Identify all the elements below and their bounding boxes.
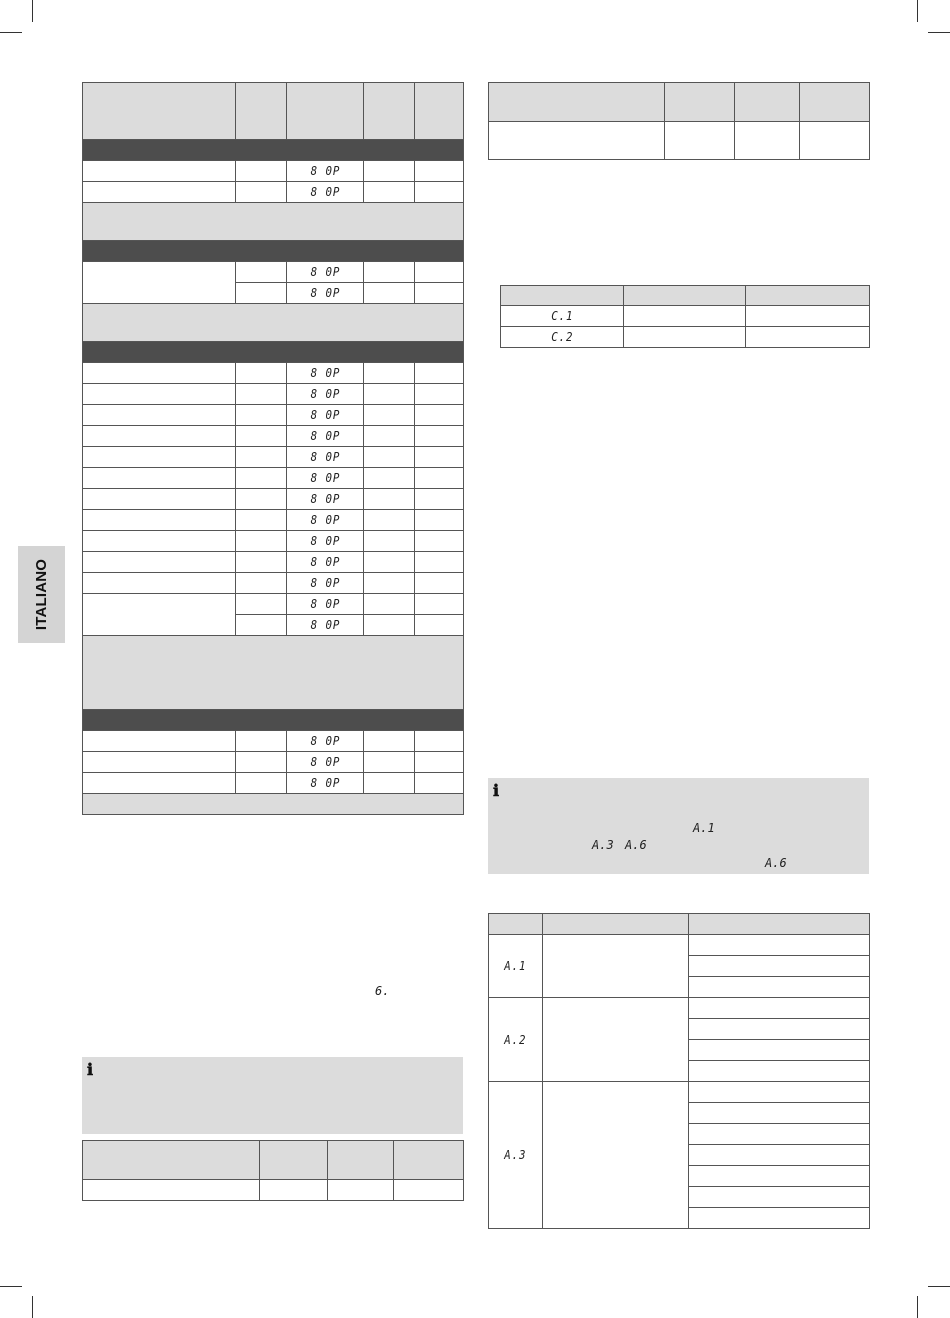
table-cell — [415, 468, 464, 489]
header-cell — [746, 286, 870, 306]
table-row — [83, 489, 464, 510]
a-code-table — [488, 913, 870, 1229]
table-cell — [236, 161, 287, 182]
table-row — [501, 286, 870, 306]
header-cell — [394, 1141, 464, 1180]
table-row — [83, 752, 464, 773]
table-row — [489, 83, 870, 122]
table-cell — [83, 363, 236, 384]
table-cell — [746, 327, 870, 348]
c-code: C.2 — [550, 330, 574, 344]
display-code: 8 0P — [310, 513, 340, 527]
display-code: 8 0P — [310, 164, 340, 178]
table-cell — [689, 1019, 870, 1040]
table-cell — [689, 1103, 870, 1124]
table-cell — [665, 122, 735, 160]
header-cell — [260, 1141, 328, 1180]
display-code: 8 0P — [310, 734, 340, 748]
table-cell — [287, 752, 364, 773]
table-cell — [364, 615, 415, 636]
table-row — [83, 1180, 464, 1201]
table-cell — [236, 531, 287, 552]
table-cell — [287, 384, 364, 405]
display-code: 8 0P — [310, 471, 340, 485]
inline-display-code: A.6 — [765, 856, 787, 870]
crop-mark — [32, 1296, 33, 1318]
table-cell — [364, 283, 415, 304]
table-cell — [415, 594, 464, 615]
c-code: C.1 — [550, 309, 574, 323]
table-cell — [689, 1145, 870, 1166]
table-cell — [364, 510, 415, 531]
table-cell — [689, 1187, 870, 1208]
top-right-table — [488, 82, 870, 160]
table-cell — [364, 573, 415, 594]
header-cell — [800, 83, 870, 122]
table-cell — [624, 327, 746, 348]
table-cell — [364, 552, 415, 573]
table-cell — [287, 773, 364, 794]
display-code: 8 0P — [310, 366, 340, 380]
table-cell — [415, 552, 464, 573]
header-cell — [489, 914, 543, 935]
table-row — [83, 773, 464, 794]
table-cell — [287, 447, 364, 468]
table-cell — [800, 122, 870, 160]
table-cell — [415, 262, 464, 283]
display-code: 8 0P — [310, 776, 340, 790]
crop-mark — [32, 0, 33, 22]
table-row — [83, 731, 464, 752]
table-cell — [83, 140, 464, 161]
table-cell — [83, 794, 464, 815]
table-cell — [415, 489, 464, 510]
table-cell — [489, 998, 543, 1082]
table-cell — [287, 489, 364, 510]
display-code: 8 0P — [310, 450, 340, 464]
display-code: 8 0P — [310, 408, 340, 422]
table-row — [501, 327, 870, 348]
table-cell — [364, 531, 415, 552]
table-cell — [624, 306, 746, 327]
table-cell — [287, 731, 364, 752]
table-cell — [364, 363, 415, 384]
table-cell — [415, 426, 464, 447]
section-row — [83, 342, 464, 363]
table-cell — [689, 1208, 870, 1229]
table-row — [83, 531, 464, 552]
table-cell — [260, 1180, 328, 1201]
table-cell — [501, 306, 624, 327]
header-cell — [287, 83, 364, 140]
table-row — [83, 510, 464, 531]
table-cell — [236, 731, 287, 752]
inline-display-code: A.3 — [592, 838, 614, 852]
table-row — [489, 998, 870, 1019]
table-cell — [287, 615, 364, 636]
table-cell — [236, 363, 287, 384]
header-cell — [328, 1141, 394, 1180]
display-code: 8 0P — [310, 387, 340, 401]
table-cell — [364, 161, 415, 182]
a-code: A.3 — [504, 1148, 527, 1162]
table-cell — [689, 956, 870, 977]
table-row — [83, 1141, 464, 1180]
table-cell — [287, 262, 364, 283]
table-cell — [83, 636, 464, 710]
header-cell — [689, 914, 870, 935]
table-cell — [287, 552, 364, 573]
table-row — [83, 552, 464, 573]
table-cell — [83, 447, 236, 468]
table-cell — [415, 283, 464, 304]
display-code: 8 0P — [310, 534, 340, 548]
crop-mark — [917, 0, 918, 22]
table-cell — [689, 1166, 870, 1187]
a-code: A.1 — [504, 959, 527, 973]
inline-display-code: A.1 — [693, 821, 715, 835]
a-code: A.2 — [504, 1032, 527, 1047]
table-cell — [236, 426, 287, 447]
table-row — [83, 83, 464, 140]
table-cell — [746, 306, 870, 327]
table-cell — [287, 161, 364, 182]
table-row — [83, 262, 464, 283]
table-row — [489, 1082, 870, 1103]
table-cell — [364, 489, 415, 510]
table-cell — [415, 615, 464, 636]
table-row — [83, 573, 464, 594]
header-cell — [415, 83, 464, 140]
table-cell — [83, 203, 464, 241]
table-cell — [236, 594, 287, 615]
table-cell — [236, 510, 287, 531]
table-cell — [236, 447, 287, 468]
table-cell — [364, 405, 415, 426]
display-code: 8 0P — [310, 618, 340, 632]
table-cell — [501, 327, 624, 348]
table-row — [83, 447, 464, 468]
display-code: 8 0P — [310, 429, 340, 443]
table-cell — [543, 1082, 689, 1229]
table-cell — [415, 384, 464, 405]
bottom-left-table — [82, 1140, 464, 1201]
table-cell — [287, 182, 364, 203]
crop-mark — [0, 1286, 22, 1287]
header-cell — [624, 286, 746, 306]
table-cell — [689, 977, 870, 998]
table-cell — [364, 731, 415, 752]
table-cell — [689, 1124, 870, 1145]
table-row — [83, 363, 464, 384]
table-cell — [236, 405, 287, 426]
program-table — [82, 82, 464, 815]
header-cell — [489, 83, 665, 122]
display-code: 8 0P — [310, 755, 340, 769]
table-cell — [236, 752, 287, 773]
section-row — [83, 140, 464, 161]
table-cell — [415, 182, 464, 203]
header-cell — [83, 83, 236, 140]
display-code: 8 0P — [310, 286, 340, 300]
table-cell — [364, 384, 415, 405]
table-cell — [83, 710, 464, 731]
table-cell — [689, 935, 870, 956]
note-row — [83, 794, 464, 815]
info-icon: ℹ — [493, 781, 500, 800]
table-cell — [415, 573, 464, 594]
header-cell — [236, 83, 287, 140]
crop-mark — [917, 1296, 918, 1318]
table-row — [83, 405, 464, 426]
note-row — [83, 304, 464, 342]
table-cell — [287, 594, 364, 615]
table-row — [489, 122, 870, 160]
table-cell — [415, 531, 464, 552]
table-cell — [83, 594, 236, 636]
table-cell — [287, 426, 364, 447]
info-box — [488, 778, 869, 874]
display-code: 8 0P — [310, 597, 340, 611]
info-box — [82, 1057, 463, 1134]
table-cell — [236, 468, 287, 489]
table-cell — [364, 426, 415, 447]
table-row — [501, 306, 870, 327]
table-cell — [364, 182, 415, 203]
header-cell — [83, 1141, 260, 1180]
table-cell — [364, 447, 415, 468]
table-cell — [236, 283, 287, 304]
display-code: 8 0P — [310, 576, 340, 590]
note-row — [83, 636, 464, 710]
table-cell — [83, 468, 236, 489]
header-cell — [543, 914, 689, 935]
table-cell — [83, 182, 236, 203]
table-cell — [236, 262, 287, 283]
table-cell — [236, 384, 287, 405]
table-cell — [236, 615, 287, 636]
display-code: 8 0P — [310, 492, 340, 506]
table-row — [83, 468, 464, 489]
display-code: 8 0P — [310, 185, 340, 199]
crop-mark — [928, 1286, 950, 1287]
table-cell — [83, 262, 236, 304]
table-row — [83, 161, 464, 182]
table-cell — [287, 510, 364, 531]
table-row — [83, 594, 464, 615]
table-cell — [415, 363, 464, 384]
table-cell — [236, 489, 287, 510]
table-cell — [489, 935, 543, 998]
table-cell — [83, 489, 236, 510]
table-cell — [364, 773, 415, 794]
table-cell — [689, 998, 870, 1019]
table-cell — [83, 342, 464, 363]
table-cell — [287, 363, 364, 384]
table-cell — [287, 283, 364, 304]
language-tab-label: ITALIANO — [33, 558, 50, 631]
language-tab — [18, 546, 65, 643]
table-row — [489, 935, 870, 956]
table-cell — [489, 122, 665, 160]
table-cell — [83, 161, 236, 182]
c-code-table — [500, 285, 870, 348]
table-cell — [83, 241, 464, 262]
table-cell — [236, 552, 287, 573]
table-cell — [83, 426, 236, 447]
header-cell — [364, 83, 415, 140]
table-cell — [364, 262, 415, 283]
table-cell — [394, 1180, 464, 1201]
inline-display-code: A.6 — [625, 838, 647, 852]
note-row — [83, 203, 464, 241]
header-cell — [501, 286, 624, 306]
table-cell — [287, 573, 364, 594]
table-cell — [83, 384, 236, 405]
table-cell — [83, 731, 236, 752]
table-cell — [364, 594, 415, 615]
table-cell — [83, 773, 236, 794]
table-cell — [364, 752, 415, 773]
section-row — [83, 241, 464, 262]
table-cell — [415, 773, 464, 794]
info-icon: ℹ — [87, 1060, 94, 1079]
table-cell — [83, 531, 236, 552]
section-row — [83, 710, 464, 731]
crop-mark — [928, 32, 950, 33]
table-cell — [83, 752, 236, 773]
table-cell — [543, 935, 689, 998]
table-cell — [236, 773, 287, 794]
table-row — [83, 384, 464, 405]
table-row — [489, 914, 870, 935]
table-cell — [735, 122, 800, 160]
table-cell — [83, 405, 236, 426]
table-cell — [415, 447, 464, 468]
table-cell — [236, 182, 287, 203]
display-code: 8 0P — [310, 555, 340, 569]
table-cell — [83, 573, 236, 594]
header-cell — [735, 83, 800, 122]
table-row — [83, 426, 464, 447]
crop-mark — [0, 32, 22, 33]
table-cell — [415, 405, 464, 426]
table-cell — [689, 1061, 870, 1082]
table-row — [83, 182, 464, 203]
table-cell — [287, 405, 364, 426]
table-cell — [83, 1180, 260, 1201]
table-cell — [689, 1040, 870, 1061]
table-cell — [83, 552, 236, 573]
table-cell — [489, 1082, 543, 1229]
table-cell — [415, 731, 464, 752]
table-cell — [415, 752, 464, 773]
table-cell — [415, 161, 464, 182]
table-cell — [287, 468, 364, 489]
table-cell — [689, 1082, 870, 1103]
table-cell — [415, 510, 464, 531]
table-cell — [364, 468, 415, 489]
table-cell — [236, 573, 287, 594]
table-cell — [83, 510, 236, 531]
display-code: 8 0P — [310, 265, 340, 279]
inline-display-code: 6. — [375, 984, 390, 998]
table-cell — [83, 304, 464, 342]
header-cell — [665, 83, 735, 122]
table-cell — [287, 531, 364, 552]
table-cell — [543, 998, 689, 1082]
table-cell — [328, 1180, 394, 1201]
